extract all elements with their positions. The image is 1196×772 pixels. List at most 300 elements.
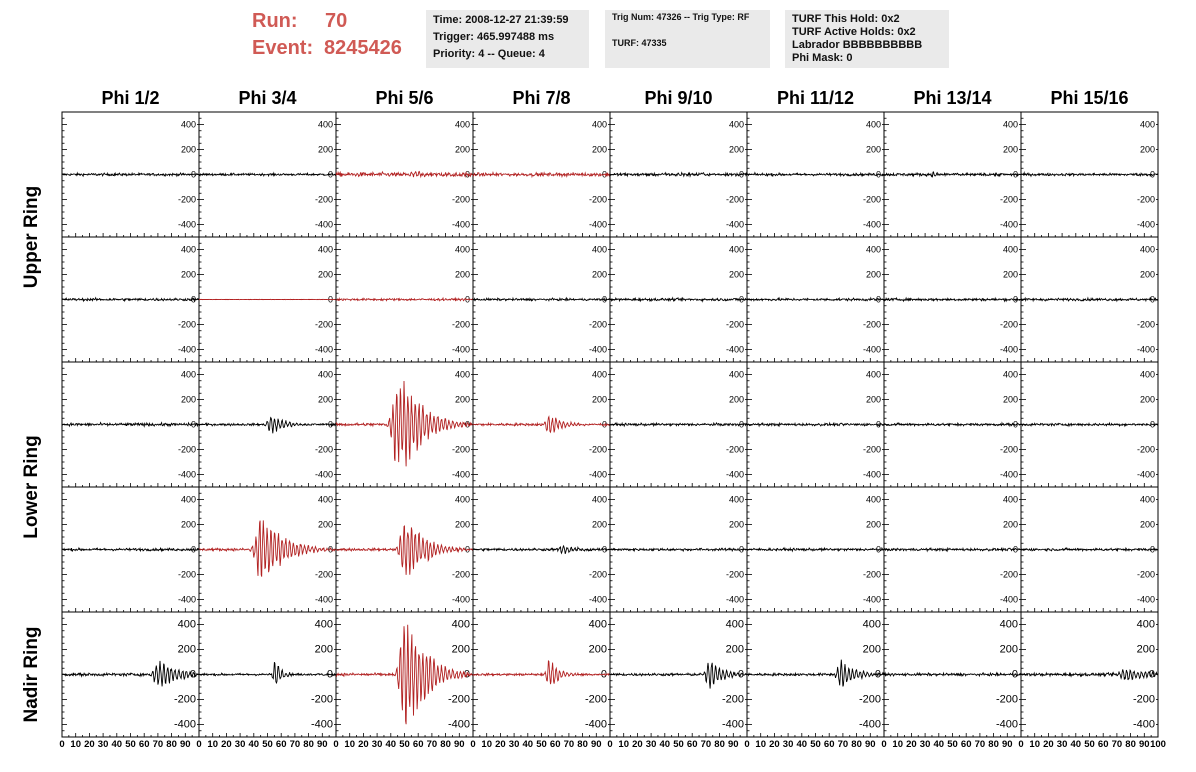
phi-column-label: Phi 3/4 (238, 88, 297, 108)
y-tick-label: -200 (451, 194, 470, 205)
y-tick-label: -200 (999, 444, 1018, 455)
y-tick-label: -400 (999, 219, 1018, 230)
y-tick-label: -400 (1136, 219, 1155, 230)
y-tick-label: -400 (314, 469, 333, 480)
waveform-panel (199, 487, 336, 612)
y-tick-label: -400 (1136, 344, 1155, 355)
waveform-panel (473, 362, 610, 487)
y-tick-label: 0 (1149, 169, 1155, 180)
y-tick-label: 0 (189, 668, 196, 681)
x-tick-label: 80 (577, 739, 588, 750)
phi-column-label: Phi 7/8 (512, 88, 571, 108)
y-tick-label: -200 (999, 194, 1018, 205)
y-tick-label: 0 (464, 169, 470, 180)
x-tick-label: 20 (84, 739, 95, 750)
waveform-panel (747, 237, 884, 362)
phi-mask-text: Phi Mask: 0 (792, 52, 853, 64)
ring-label: Lower Ring (21, 435, 42, 539)
y-tick-label: -400 (862, 469, 881, 480)
y-tick-label: -200 (177, 319, 196, 330)
y-tick-label: -400 (584, 718, 607, 731)
y-tick-label: 0 (874, 668, 881, 681)
y-tick-label: 200 (1136, 643, 1155, 656)
y-tick-label: 400 (1139, 369, 1155, 380)
y-tick-label: -200 (862, 444, 881, 455)
y-tick-label: -400 (177, 219, 196, 230)
waveform-panel (610, 112, 747, 237)
x-tick-label: 40 (111, 739, 123, 750)
y-tick-label: 200 (1139, 144, 1155, 155)
x-tick-label: 0 (607, 739, 613, 750)
waveform-panel (747, 362, 884, 487)
y-tick-label: 0 (875, 544, 881, 555)
x-tick-label: 90 (454, 739, 465, 750)
y-tick-label: 200 (317, 144, 333, 155)
y-tick-label: -400 (999, 594, 1018, 605)
waveform-trace (884, 423, 1021, 426)
y-tick-label: -400 (177, 344, 196, 355)
y-tick-label: 200 (999, 643, 1018, 656)
y-tick-label: -400 (588, 469, 607, 480)
x-tick-label: 60 (275, 739, 287, 750)
y-tick-label: 200 (177, 643, 196, 656)
waveform-trace (62, 298, 199, 301)
x-tick-label: 60 (412, 739, 424, 750)
waveform-trace (199, 173, 336, 176)
y-tick-label: -400 (447, 718, 470, 731)
y-tick-label: 0 (738, 419, 744, 430)
waveform-trace (473, 661, 610, 684)
y-tick-label: -200 (588, 444, 607, 455)
waveform-trace (747, 173, 884, 176)
waveform-trace (199, 662, 336, 683)
y-tick-label: 400 (865, 369, 881, 380)
waveform-trace (610, 663, 747, 689)
y-tick-label: 200 (180, 269, 196, 280)
waveform-panel (884, 237, 1021, 362)
x-tick-label: 10 (481, 739, 492, 750)
x-tick-label: 60 (686, 739, 698, 750)
y-tick-label: 0 (738, 294, 744, 305)
y-tick-label: 400 (865, 494, 881, 505)
waveform-panel (199, 237, 336, 362)
phi-column-label: Phi 15/16 (1050, 88, 1129, 108)
waveform-trace (1021, 548, 1158, 551)
x-tick-label: 20 (632, 739, 643, 750)
turf-text: TURF: 47335 (612, 38, 667, 48)
y-tick-label: 400 (591, 369, 607, 380)
y-tick-label: 200 (591, 144, 607, 155)
y-tick-label: -200 (588, 194, 607, 205)
y-tick-label: 0 (327, 169, 333, 180)
y-tick-label: 200 (1002, 144, 1018, 155)
waveform-trace (747, 548, 884, 551)
y-tick-label: -200 (858, 693, 881, 706)
waveform-panel (336, 362, 473, 487)
run-label: Run: (252, 10, 298, 32)
y-tick-label: -200 (451, 444, 470, 455)
y-tick-label: 200 (317, 394, 333, 405)
y-tick-label: 400 (728, 494, 744, 505)
x-tick-label: 40 (522, 739, 534, 750)
y-tick-label: 200 (588, 643, 607, 656)
y-tick-label: -400 (858, 718, 881, 731)
y-tick-label: 400 (1139, 119, 1155, 130)
x-tick-label: 40 (796, 739, 808, 750)
waveform-panel (610, 237, 747, 362)
y-tick-label: 400 (865, 244, 881, 255)
x-tick-label: 100 (1150, 739, 1166, 750)
y-tick-label: -200 (584, 693, 607, 706)
y-tick-label: 400 (1139, 244, 1155, 255)
y-tick-label: -400 (1136, 469, 1155, 480)
y-tick-label: 0 (1149, 544, 1155, 555)
waveform-trace (1021, 298, 1158, 301)
y-tick-label: 400 (728, 119, 744, 130)
labrador-text: Labrador BBBBBBBBBB (792, 39, 923, 51)
waveform-panel (62, 612, 199, 737)
waveform-trace (610, 298, 747, 301)
x-tick-label: 10 (892, 739, 903, 750)
x-tick-label: 70 (289, 739, 301, 750)
y-tick-label: 0 (1012, 294, 1018, 305)
y-tick-label: 0 (1149, 419, 1155, 430)
y-tick-label: 0 (601, 169, 607, 180)
x-tick-label: 60 (1097, 739, 1109, 750)
waveform-panel (473, 237, 610, 362)
y-tick-label: -400 (314, 219, 333, 230)
x-tick-label: 50 (399, 739, 410, 750)
y-tick-label: 400 (177, 618, 196, 631)
y-tick-label: -400 (725, 469, 744, 480)
y-tick-label: 0 (738, 544, 744, 555)
y-tick-label: -400 (1136, 594, 1155, 605)
waveform-panel (610, 612, 747, 737)
waveform-panel (1021, 112, 1158, 237)
x-tick-label: 0 (333, 739, 339, 750)
y-tick-label: 0 (737, 668, 744, 681)
waveform-trace (336, 526, 473, 575)
y-tick-label: -200 (725, 569, 744, 580)
y-tick-label: 200 (591, 394, 607, 405)
y-tick-label: 0 (326, 668, 333, 681)
waveform-trace (1021, 423, 1158, 426)
waveform-trace (473, 172, 610, 176)
y-tick-label: 400 (1002, 369, 1018, 380)
x-tick-label: 20 (1043, 739, 1054, 750)
y-tick-label: 200 (180, 394, 196, 405)
y-tick-label: -200 (1136, 194, 1155, 205)
y-tick-label: -200 (995, 693, 1018, 706)
x-tick-label: 50 (673, 739, 684, 750)
y-tick-label: -400 (177, 469, 196, 480)
waveform-panel (1021, 487, 1158, 612)
waveform-trace (336, 169, 473, 180)
x-tick-label: 40 (659, 739, 671, 750)
y-tick-label: 0 (875, 294, 881, 305)
y-tick-label: -200 (177, 444, 196, 455)
y-tick-label: -400 (1132, 718, 1155, 731)
waveform-panel (62, 487, 199, 612)
x-tick-label: 10 (755, 739, 766, 750)
x-tick-label: 80 (303, 739, 314, 750)
x-tick-label: 80 (714, 739, 725, 750)
x-tick-label: 80 (166, 739, 177, 750)
x-tick-label: 90 (180, 739, 191, 750)
x-tick-label: 0 (881, 739, 887, 750)
y-tick-label: -200 (862, 194, 881, 205)
y-tick-label: -200 (314, 569, 333, 580)
y-tick-label: 400 (454, 244, 470, 255)
y-tick-label: 400 (180, 119, 196, 130)
x-tick-label: 70 (700, 739, 712, 750)
y-tick-label: 200 (314, 643, 333, 656)
x-tick-label: 80 (440, 739, 451, 750)
x-tick-label: 30 (1056, 739, 1068, 750)
y-tick-label: -200 (1136, 319, 1155, 330)
y-tick-label: 200 (454, 144, 470, 155)
x-tick-label: 40 (933, 739, 945, 750)
x-tick-label: 50 (1084, 739, 1095, 750)
y-tick-label: 200 (728, 394, 744, 405)
x-tick-label: 90 (591, 739, 602, 750)
waveform-trace (62, 661, 199, 687)
waveform-panel (199, 612, 336, 737)
y-tick-label: -200 (314, 319, 333, 330)
y-tick-label: 200 (454, 269, 470, 280)
x-tick-label: 20 (769, 739, 780, 750)
waveform-trace (747, 423, 884, 426)
x-tick-label: 50 (536, 739, 547, 750)
y-tick-label: -400 (588, 344, 607, 355)
y-tick-label: 200 (1139, 519, 1155, 530)
waveform-panel (1021, 612, 1158, 737)
y-tick-label: 400 (317, 119, 333, 130)
x-tick-label: 70 (837, 739, 849, 750)
x-tick-label: 60 (549, 739, 561, 750)
waveform-panel (473, 612, 610, 737)
y-tick-label: -400 (725, 219, 744, 230)
run-value: 70 (325, 10, 348, 32)
x-tick-label: 80 (851, 739, 862, 750)
x-tick-label: 40 (1070, 739, 1082, 750)
waveform-trace (1021, 669, 1158, 680)
y-tick-label: -400 (999, 344, 1018, 355)
waveform-trace (336, 625, 473, 724)
x-tick-label: 30 (371, 739, 383, 750)
y-tick-label: 200 (451, 643, 470, 656)
y-tick-label: 0 (190, 544, 196, 555)
waveform-panel (62, 237, 199, 362)
y-tick-label: 0 (1012, 419, 1018, 430)
y-tick-label: 0 (327, 419, 333, 430)
y-tick-label: 200 (865, 269, 881, 280)
phi-column-label: Phi 13/14 (913, 88, 992, 108)
y-tick-label: 200 (317, 269, 333, 280)
y-tick-label: 400 (454, 369, 470, 380)
y-tick-label: -200 (314, 194, 333, 205)
x-tick-label: 10 (70, 739, 81, 750)
y-tick-label: 400 (862, 618, 881, 631)
x-tick-label: 10 (344, 739, 355, 750)
y-tick-label: -400 (451, 344, 470, 355)
y-tick-label: 0 (1012, 169, 1018, 180)
x-tick-label: 0 (1018, 739, 1024, 750)
y-tick-label: -400 (862, 594, 881, 605)
y-tick-label: 400 (180, 369, 196, 380)
y-tick-label: 0 (601, 419, 607, 430)
x-tick-label: 0 (470, 739, 476, 750)
waveform-trace (62, 548, 199, 551)
y-tick-label: 0 (464, 419, 470, 430)
waveform-panel (610, 362, 747, 487)
event-label: Event: (252, 37, 314, 59)
y-tick-label: -400 (725, 344, 744, 355)
y-tick-label: 400 (591, 244, 607, 255)
x-tick-label: 0 (744, 739, 750, 750)
phi-column-label: Phi 9/10 (644, 88, 713, 108)
y-tick-label: 0 (464, 294, 470, 305)
y-tick-label: -200 (725, 319, 744, 330)
y-tick-label: 0 (875, 419, 881, 430)
waveform-trace (62, 173, 199, 176)
y-tick-label: 0 (190, 169, 196, 180)
y-tick-label: 400 (451, 618, 470, 631)
x-tick-label: 80 (1125, 739, 1136, 750)
x-tick-label: 60 (823, 739, 835, 750)
y-tick-label: 0 (601, 294, 607, 305)
ring-label: Nadir Ring (21, 626, 42, 723)
y-tick-label: 200 (728, 519, 744, 530)
y-tick-label: 0 (1149, 294, 1155, 305)
waveform-trace (610, 173, 747, 176)
y-tick-label: -200 (721, 693, 744, 706)
waveform-trace (747, 298, 884, 301)
waveform-panel (62, 362, 199, 487)
y-tick-label: -400 (725, 594, 744, 605)
y-tick-label: -200 (451, 569, 470, 580)
y-tick-label: 0 (190, 419, 196, 430)
event-value: 8245426 (324, 37, 402, 59)
y-tick-label: 0 (327, 544, 333, 555)
y-tick-label: -200 (451, 319, 470, 330)
waveform-trace (1021, 173, 1158, 176)
y-tick-label: 400 (314, 618, 333, 631)
waveform-trace (884, 673, 1021, 677)
y-tick-label: 200 (454, 394, 470, 405)
y-tick-label: 400 (180, 494, 196, 505)
x-tick-label: 30 (234, 739, 246, 750)
y-tick-label: 200 (591, 519, 607, 530)
time-text: Time: 2008-12-27 21:39:59 (433, 14, 569, 26)
y-tick-label: 400 (728, 369, 744, 380)
x-tick-label: 50 (810, 739, 821, 750)
waveform-trace (610, 548, 747, 551)
x-tick-label: 50 (125, 739, 136, 750)
y-tick-label: -200 (725, 444, 744, 455)
y-tick-label: 200 (180, 144, 196, 155)
y-tick-label: 400 (1002, 244, 1018, 255)
x-tick-label: 10 (207, 739, 218, 750)
y-tick-label: 200 (865, 144, 881, 155)
y-tick-label: 200 (862, 643, 881, 656)
y-tick-label: 400 (454, 494, 470, 505)
phi-column-label: Phi 1/2 (101, 88, 160, 108)
waveform-trace (747, 660, 884, 687)
x-tick-label: 40 (385, 739, 397, 750)
x-tick-label: 50 (947, 739, 958, 750)
y-tick-label: 200 (1002, 519, 1018, 530)
waveform-panel (336, 237, 473, 362)
y-tick-label: 0 (1012, 544, 1018, 555)
y-tick-label: 400 (317, 494, 333, 505)
priority-text: Priority: 4 -- Queue: 4 (433, 48, 545, 60)
y-tick-label: 200 (317, 519, 333, 530)
y-tick-label: 0 (463, 668, 470, 681)
y-tick-label: -200 (588, 569, 607, 580)
waveform-trace (199, 520, 336, 576)
phi-column-label: Phi 5/6 (375, 88, 434, 108)
x-tick-label: 60 (960, 739, 972, 750)
y-tick-label: -200 (1136, 444, 1155, 455)
waveform-trace (473, 417, 610, 433)
y-tick-label: -200 (447, 693, 470, 706)
x-tick-label: 90 (317, 739, 328, 750)
waveform-trace (884, 298, 1021, 301)
y-tick-label: 200 (591, 269, 607, 280)
waveform-panel (473, 487, 610, 612)
waveform-panel (62, 112, 199, 237)
waveform-panel (610, 487, 747, 612)
y-tick-label: 200 (728, 144, 744, 155)
waveform-panel (747, 487, 884, 612)
y-tick-label: 200 (1139, 269, 1155, 280)
y-tick-label: 400 (317, 369, 333, 380)
y-tick-label: -400 (451, 594, 470, 605)
x-tick-label: 70 (1111, 739, 1123, 750)
y-tick-label: 200 (865, 394, 881, 405)
y-tick-label: -200 (177, 569, 196, 580)
y-tick-label: 0 (600, 668, 607, 681)
y-tick-label: -200 (177, 194, 196, 205)
x-tick-label: 70 (152, 739, 164, 750)
y-tick-label: 0 (190, 294, 196, 305)
waveform-trace (336, 298, 473, 301)
y-tick-label: 200 (180, 519, 196, 530)
trigger-text: Trigger: 465.997488 ms (433, 31, 555, 43)
waveform-trace (62, 423, 199, 427)
y-tick-label: 200 (728, 269, 744, 280)
waveform-panel (199, 112, 336, 237)
y-tick-label: 200 (725, 643, 744, 656)
y-tick-label: -200 (862, 569, 881, 580)
y-tick-label: -400 (862, 344, 881, 355)
waveform-panel (884, 612, 1021, 737)
ring-label: Upper Ring (21, 185, 42, 289)
y-tick-label: -400 (995, 718, 1018, 731)
waveform-panel (884, 362, 1021, 487)
waveform-panel (747, 612, 884, 737)
x-tick-label: 0 (196, 739, 202, 750)
y-tick-label: 400 (1136, 618, 1155, 631)
y-tick-label: 400 (454, 119, 470, 130)
x-tick-label: 30 (97, 739, 109, 750)
y-tick-label: -400 (451, 219, 470, 230)
y-tick-label: -400 (451, 469, 470, 480)
y-tick-label: 0 (464, 544, 470, 555)
y-tick-label: -400 (310, 718, 333, 731)
y-tick-label: 400 (588, 618, 607, 631)
